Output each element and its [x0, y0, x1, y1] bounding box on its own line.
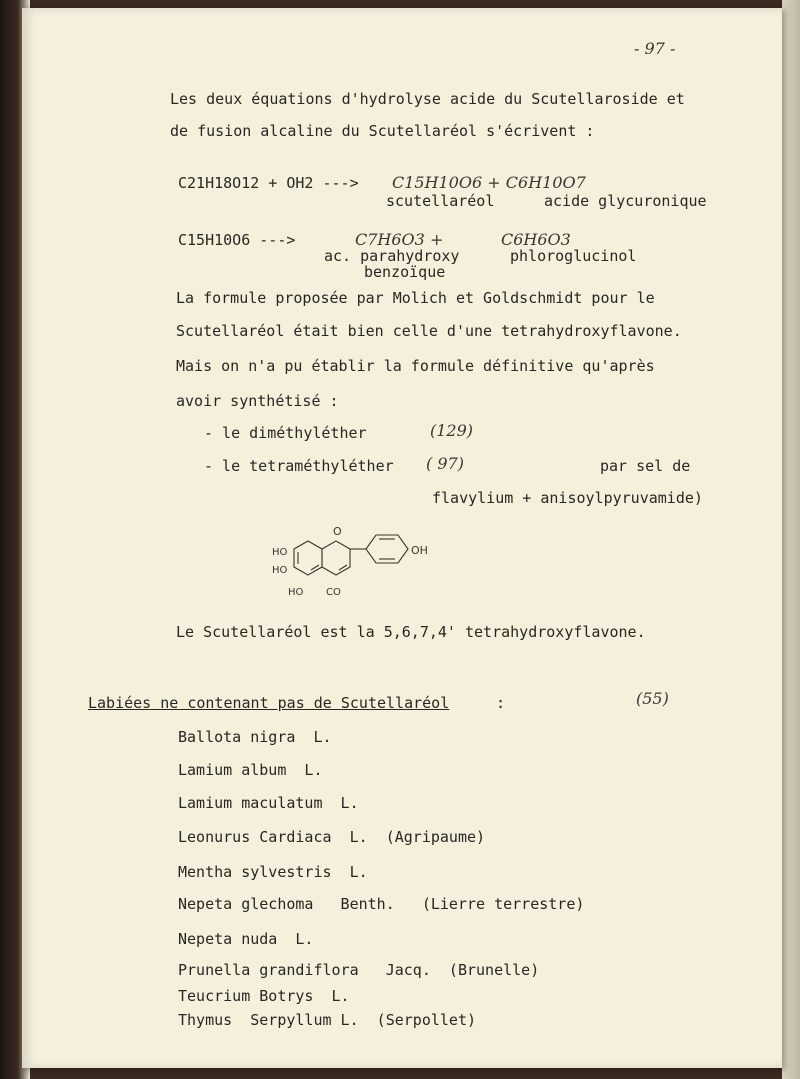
oxygen-label: O	[333, 525, 342, 538]
species-item: Ballota nigra L.	[178, 728, 332, 746]
synth-item-2-ref: ( 97)	[426, 454, 464, 473]
species-item: Lamium album L.	[178, 761, 323, 779]
co-label: CO	[326, 587, 341, 598]
equation1-label-scutellareol: scutellaréol	[386, 192, 495, 210]
equation2-rhs-a: C7H6O3 +	[355, 230, 444, 249]
paragraph2-line-3: Mais on n'a pu établir la formule définitive qu'après	[176, 357, 655, 375]
paragraph2-line-2: Scutellaréol était bien celle d'une tetrahydroxyflavone.	[176, 322, 682, 340]
synth-note-2: flavylium + anisoylpyruvamide)	[432, 489, 703, 507]
section-heading: Labiées ne contenant pas de Scutellaréol	[88, 694, 450, 712]
species-item: Thymus Serpyllum L. (Serpollet)	[178, 1011, 477, 1029]
ho-label-1: HO	[272, 547, 288, 558]
paragraph2-line-1: La formule proposée par Molich et Goldschmidt pour le	[176, 289, 655, 307]
synth-item-1-ref: (129)	[430, 421, 474, 440]
section-heading-colon: :	[496, 694, 506, 712]
flavone-structure-diagram	[262, 523, 462, 609]
equation2-lhs: C15H10O6 --->	[178, 231, 296, 249]
equation1-lhs: C21H18O12 + OH2 --->	[178, 174, 359, 192]
section-ref: (55)	[636, 689, 669, 708]
synth-item-2: - le tetraméthyléther	[204, 457, 394, 475]
equation2-label-benzoique: benzoïque	[364, 263, 446, 281]
paragraph2-line-4: avoir synthétisé :	[176, 392, 339, 410]
document-page	[22, 8, 782, 1068]
species-item: Nepeta glechoma Benth. (Lierre terrestre)	[178, 895, 585, 913]
ring-c	[322, 541, 350, 575]
synth-item-1: - le diméthyléther	[204, 424, 367, 442]
page-number: - 97 -	[634, 39, 676, 58]
intro-line-2: de fusion alcaline du Scutellaréol s'écrivent :	[170, 122, 595, 140]
page-edge	[782, 0, 800, 1079]
ho-label-2: HO	[272, 565, 288, 576]
equation2-label-phloroglucinol: phloroglucinol	[510, 247, 637, 265]
equation1-label-glycuronique: acide glycuronique	[544, 192, 707, 210]
equation2-rhs-b: C6H6O3	[501, 230, 571, 249]
equation2-label-parahydroxy: ac. parahydroxy	[324, 247, 460, 265]
species-item: Nepeta nuda L.	[178, 930, 314, 948]
conclusion: Le Scutellaréol est la 5,6,7,4' tetrahydroxyflavone.	[176, 623, 646, 641]
species-item: Teucrium Botrys L.	[178, 987, 350, 1005]
species-item: Mentha sylvestris L.	[178, 863, 368, 881]
species-item: Lamium maculatum L.	[178, 794, 359, 812]
ho-label-3: HO	[288, 587, 304, 598]
equation1-rhs: C15H10O6 + C6H10O7	[392, 173, 586, 192]
species-item: Prunella grandiflora Jacq. (Brunelle)	[178, 961, 540, 979]
species-item: Leonurus Cardiaca L. (Agripaume)	[178, 828, 486, 846]
intro-line-1: Les deux équations d'hydrolyse acide du Scutellaroside et	[170, 90, 685, 108]
oh-label: OH	[411, 544, 428, 557]
synth-item-2-note: par sel de	[600, 457, 691, 475]
